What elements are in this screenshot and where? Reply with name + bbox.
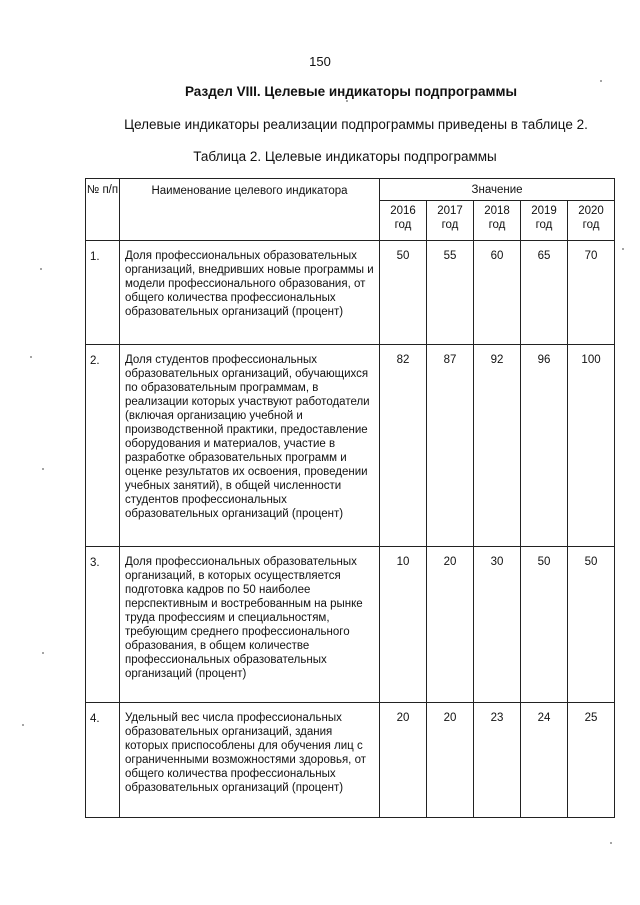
row-value: 82 bbox=[380, 345, 427, 547]
header-year-unit: год bbox=[394, 219, 412, 231]
row-value: 92 bbox=[474, 345, 521, 547]
header-year-unit: год bbox=[488, 219, 506, 231]
header-year-value: 2017 bbox=[437, 205, 463, 217]
header-num: № п/п bbox=[86, 179, 120, 241]
table-row bbox=[86, 241, 615, 345]
section-title: Раздел VIII. Целевые индикаторы подпрограммы bbox=[184, 84, 517, 99]
row-value: 30 bbox=[474, 547, 521, 703]
header-year bbox=[568, 201, 615, 241]
row-indicator-name: Доля студентов профессиональных образовательных организаций, обучающихся по образовательным программам, в реализации которых участвуют работодатели (включая организацию учебной и производственной практики, предоставление оборудования и материалов, участие в разработке образовательных программ и оценке результатов их освоения, проведении учебных занятий), в общей численности студентов профессиональных образовательных организаций (процент) bbox=[120, 345, 380, 547]
row-value: 50 bbox=[380, 241, 427, 345]
scan-speck bbox=[22, 724, 24, 726]
row-indicator-name: Доля профессиональных образовательных организаций, внедривших новые программы и модели профессионального образования, от общего количества профессиональных образовательных организаций (процент) bbox=[120, 241, 380, 345]
row-value: 96 bbox=[521, 345, 568, 547]
row-value: 60 bbox=[474, 241, 521, 345]
header-name: Наименование целевого индикатора bbox=[120, 179, 380, 241]
row-value: 50 bbox=[568, 547, 615, 703]
header-year bbox=[427, 201, 474, 241]
header-year-unit: год bbox=[441, 219, 459, 231]
header-year-value: 2019 bbox=[531, 205, 557, 217]
row-num: 4. bbox=[86, 703, 120, 818]
scan-speck bbox=[30, 356, 32, 358]
table-row bbox=[86, 345, 615, 547]
row-value: 87 bbox=[427, 345, 474, 547]
header-year-unit: год bbox=[582, 219, 600, 231]
scan-speck bbox=[42, 468, 44, 470]
row-indicator-name: Доля профессиональных образовательных организаций, в которых осуществляется подготовка кадров по 50 наиболее перспективным и востребованным на рынке труда профессиям и специальностям, требующим среднего профессионального образования, в общем количестве профессиональных образовательных организаций (процент) bbox=[120, 547, 380, 703]
header-year bbox=[380, 201, 427, 241]
scan-speck bbox=[346, 100, 348, 102]
row-value: 25 bbox=[568, 703, 615, 818]
header-year bbox=[521, 201, 568, 241]
table-row bbox=[86, 547, 615, 703]
row-num: 3. bbox=[86, 547, 120, 703]
scan-speck bbox=[42, 652, 44, 654]
page-number: 150 bbox=[309, 54, 331, 69]
row-value: 23 bbox=[474, 703, 521, 818]
row-value: 10 bbox=[380, 547, 427, 703]
row-value: 24 bbox=[521, 703, 568, 818]
header-year-value: 2018 bbox=[484, 205, 510, 217]
row-value: 50 bbox=[521, 547, 568, 703]
row-num: 1. bbox=[86, 241, 120, 345]
scan-speck bbox=[600, 80, 602, 82]
row-num: 2. bbox=[86, 345, 120, 547]
table-row bbox=[86, 703, 615, 818]
row-value: 20 bbox=[380, 703, 427, 818]
row-value: 20 bbox=[427, 547, 474, 703]
scan-speck bbox=[40, 268, 42, 270]
row-value: 65 bbox=[521, 241, 568, 345]
scan-speck bbox=[610, 842, 612, 844]
row-value: 100 bbox=[568, 345, 615, 547]
row-indicator-name: Удельный вес числа профессиональных образовательных организаций, здания которых приспособлены для обучения лиц с ограниченными возможностями здоровья, от общего количества профессиональных образовательных организаций (процент) bbox=[120, 703, 380, 818]
header-year-value: 2016 bbox=[390, 205, 416, 217]
header-year-value: 2020 bbox=[578, 205, 604, 217]
header-value: Значение bbox=[380, 179, 615, 201]
scan-speck bbox=[622, 248, 624, 250]
row-value: 70 bbox=[568, 241, 615, 345]
header-year-unit: год bbox=[535, 219, 553, 231]
row-value: 55 bbox=[427, 241, 474, 345]
table-caption: Таблица 2. Целевые индикаторы подпрограммы bbox=[193, 149, 497, 164]
intro-paragraph: Целевые индикаторы реализации подпрограммы приведены в таблице 2. bbox=[124, 117, 588, 132]
row-value: 20 bbox=[427, 703, 474, 818]
indicators-table bbox=[85, 178, 615, 818]
table-header-row bbox=[86, 179, 615, 201]
header-year bbox=[474, 201, 521, 241]
